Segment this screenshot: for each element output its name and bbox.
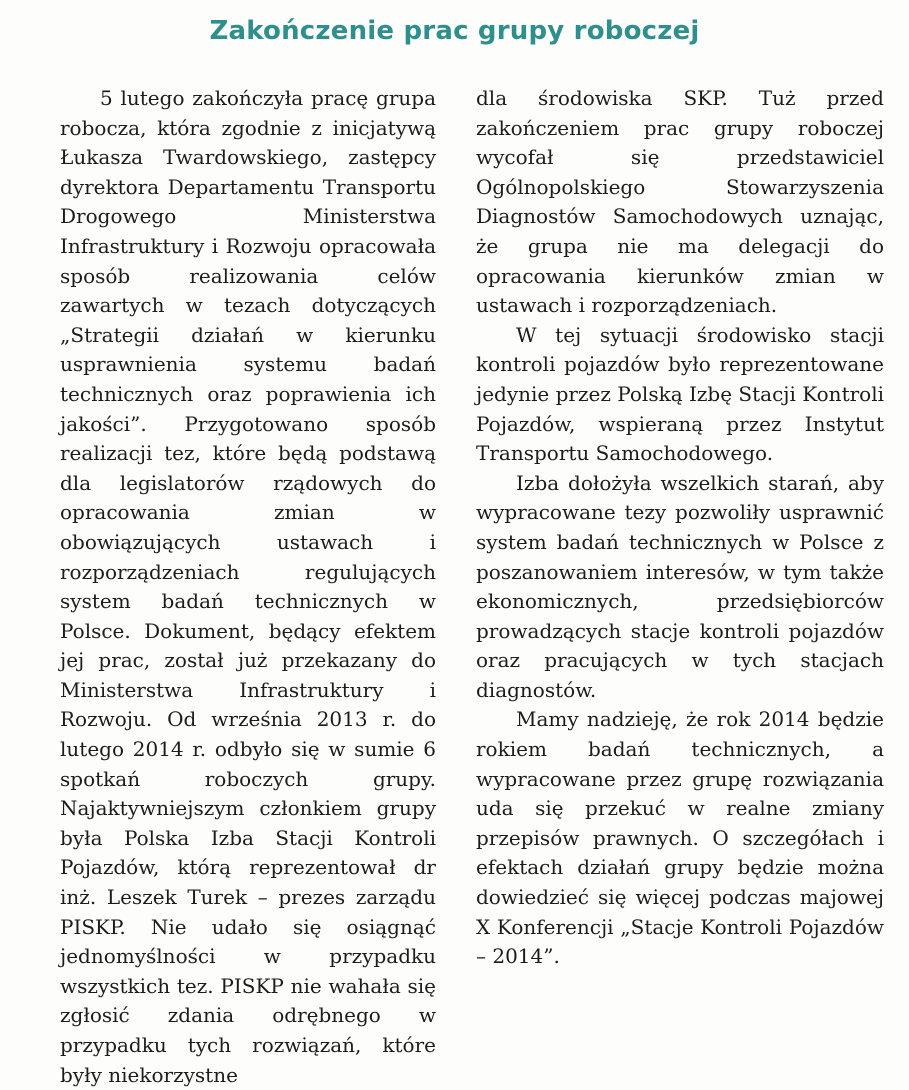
right-paragraph-2: W tej sytuacji środowisko stacji kontroli pojazdów było reprezentowane jedynie przez Polską Izbę Stacji Kontroli Pojazdów, wspieraną przez Instytut Transportu Samochodowego. xyxy=(476,322,884,466)
right-paragraph-1: dla środowiska SKP. Tuż przed zakończeniem prac grupy roboczej wycofał się przedstawiciel Ogólnopolskiego Stowarzyszenia Diagnostów Samochodowych uznając, że grupa nie ma delegacji do opracowania kierunków zmian w ustawach i rozporządzeniach. xyxy=(476,86,884,318)
article-title: Zakończenie prac grupy roboczej xyxy=(209,16,700,46)
left-column xyxy=(60,84,436,1090)
right-paragraph-4: Mamy nadzieję, że rok 2014 będzie rokiem badań technicznych, a wypracowane przez grupę rozwiązania uda się przekuć w realne zmiany przepisów prawnych. O szczegółach i efektach działań grupy będzie można dowiedzieć się więcej podczas majowej X Konferencji „Stacje Kontroli Pojazdów – 2014”. xyxy=(476,707,884,969)
left-paragraph-1: 5 lutego zakończyła pracę grupa robocza, która zgodnie z inicjatywą Łukasza Twardowskiego, zastępcy dyrektora Departamentu Transportu Drogowego Ministerstwa Infrastruktury i Rozwoju opracowała sposób realizowania celów zawartych w tezach dotyczących „Strategii działań w kierunku usprawnienia systemu badań technicznych oraz poprawienia ich jakości”. Przygotowano sposób realizacji tez, które będą podstawą dla legislatorów rządowych do opracowania zmian w obowiązujących ustawach i rozporządzeniach regulujących system badań technicznych w Polsce. Dokument, będący efektem jej prac, został już przekazany do Ministerstwa Infrastruktury i Rozwoju. Od września 2013 r. do lutego 2014 r. odbyło się w sumie 6 spotkań roboczych grupy. Najaktywniejszym członkiem grupy była Polska Izba Stacji Kontroli Pojazdów, którą reprezentował dr inż. Leszek Turek – prezes zarządu PISKP. Nie udało się osiągnąć jednomyślności w przypadku wszystkich tez. PISKP nie wahała się zgłosić zdania odrębnego w przypadku tych rozwiązań, które były niekorzystne xyxy=(60,86,436,1087)
right-paragraph-3: Izba dołożyła wszelkich starań, aby wypracowane tezy pozwoliły usprawnić system badań technicznych w Polsce z poszanowaniem interesów, w tym także ekonomicznych, przedsiębiorców prowadzących stacje kontroli pojazdów oraz pracujących w tych stacjach diagnostów. xyxy=(476,470,884,702)
right-column xyxy=(476,84,884,972)
